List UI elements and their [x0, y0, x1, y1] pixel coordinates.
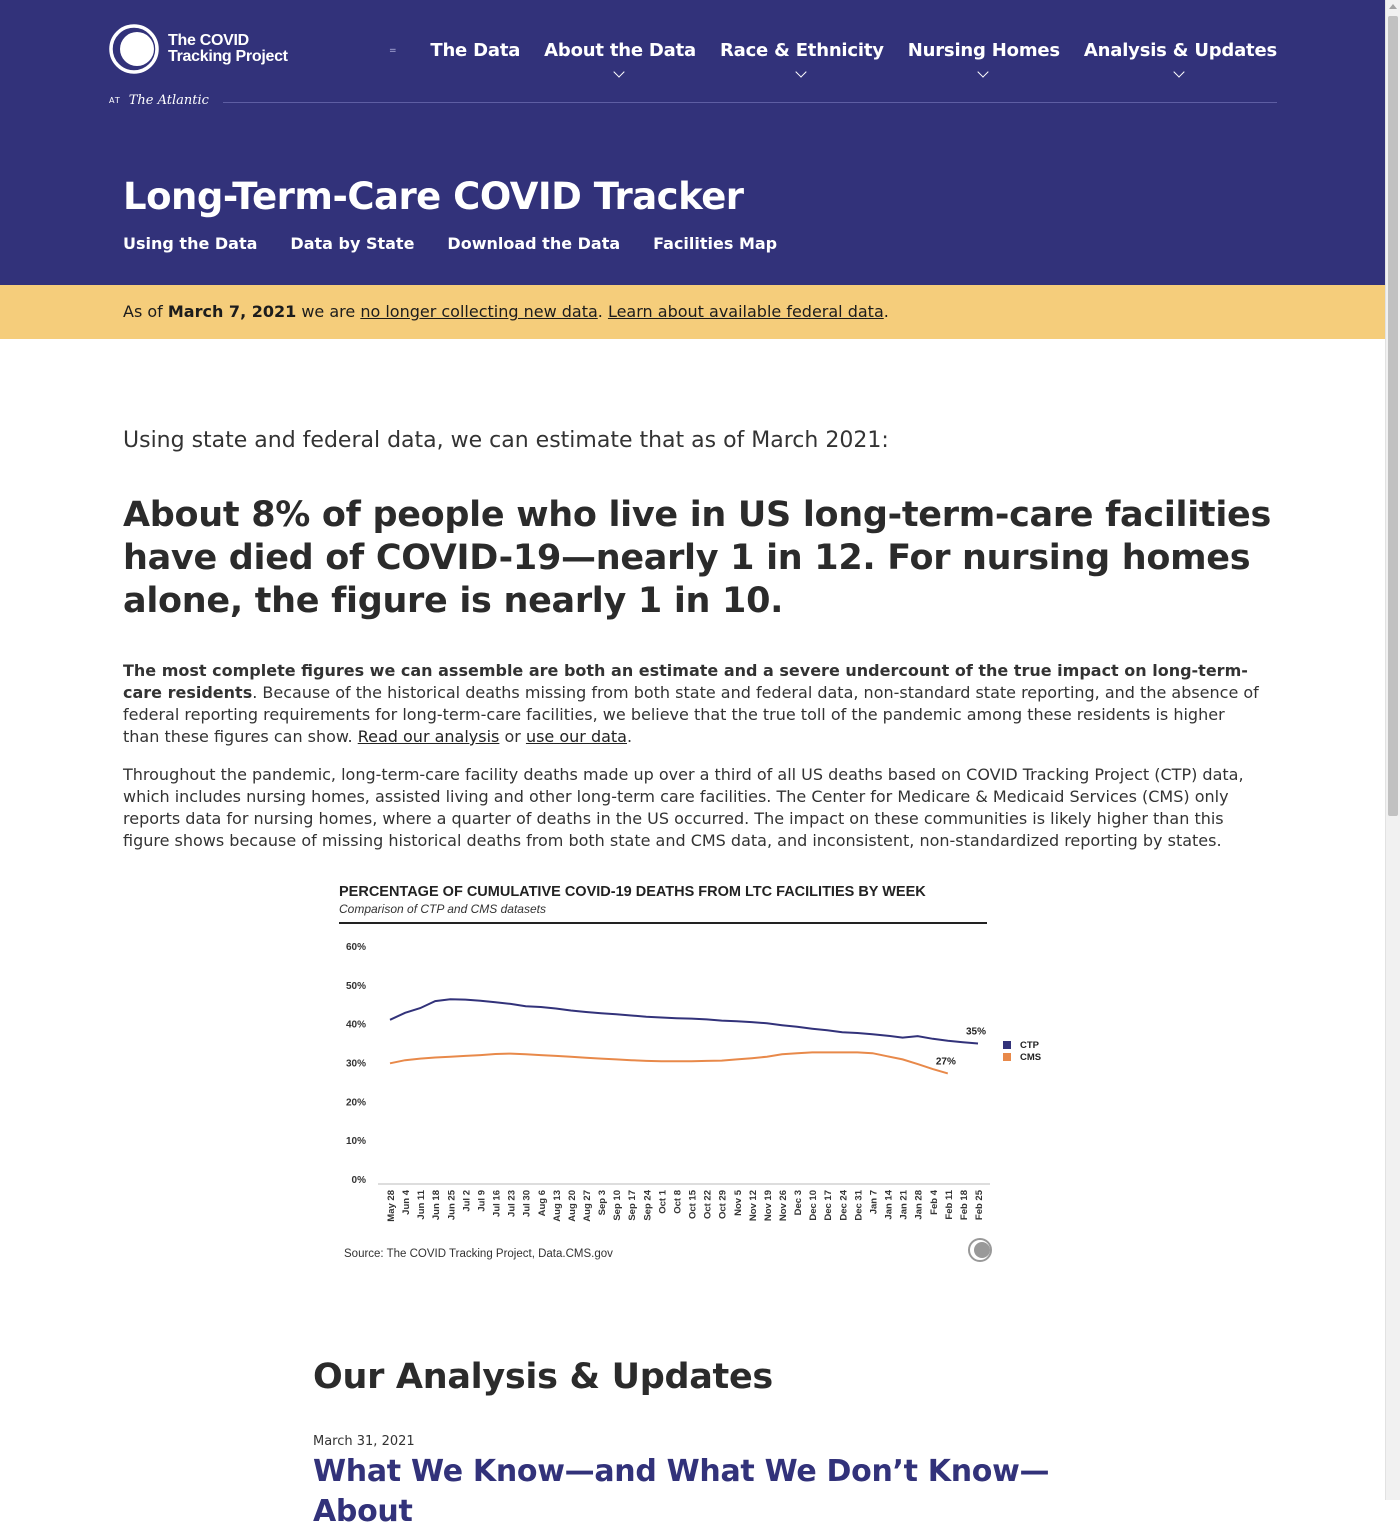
- x-tick-label: Sep 24: [642, 1190, 654, 1221]
- ctp-logo-icon: [109, 24, 159, 74]
- x-tick-label: Oct 29: [717, 1190, 729, 1220]
- x-tick-label: Jul 2: [461, 1190, 473, 1212]
- x-tick-label: Dec 17: [823, 1190, 835, 1221]
- chevron-down-icon[interactable]: [977, 66, 988, 77]
- y-tick-label: 0%: [351, 1175, 366, 1186]
- period-text: .: [626, 727, 633, 746]
- nav-label: Race & Ethnicity: [719, 40, 884, 61]
- x-tick-label: Oct 1: [657, 1190, 669, 1214]
- y-tick-label: 40%: [345, 1019, 366, 1031]
- x-tick-label: Dec 3: [793, 1190, 805, 1216]
- x-tick-label: Aug 27: [582, 1190, 593, 1222]
- nav-label: Analysis & Updates: [1083, 40, 1277, 61]
- x-tick-label: Feb 25: [974, 1190, 985, 1221]
- header-divider: [223, 102, 1277, 103]
- x-tick-label: Aug 20: [566, 1190, 578, 1222]
- ltc-deaths-chart: [330, 876, 1060, 1271]
- tracker-subnav: [123, 234, 810, 253]
- use-data-link[interactable]: use our data: [525, 727, 627, 746]
- x-tick-label: Feb 18: [958, 1190, 970, 1221]
- chart-title: PERCENTAGE OF CUMULATIVE COVID-19 DEATHS FROM LTC FACILITIES BY WEEK: [339, 884, 926, 900]
- methodology-text: . Because of the historical deaths missing from both state and federal data, non-standard state reporting, and the absence of federal reporting requirements for long-term-care facilities, we believe that the true toll of the pandemic among these residents is higher than these figures can show.: [123, 683, 1259, 746]
- banner-prefix: As of: [123, 302, 168, 321]
- subnav-facilities-map[interactable]: Facilities Map: [653, 234, 778, 253]
- post-title-link[interactable]: What We Know—and What We Don’t Know—About: [313, 1454, 1050, 1529]
- legend-label-cms: CMS: [1020, 1052, 1042, 1063]
- x-tick-label: Dec 24: [838, 1190, 850, 1221]
- banner-sep: .: [597, 302, 608, 321]
- banner-middle: we are: [296, 302, 361, 321]
- x-tick-label: Jan 14: [883, 1190, 895, 1220]
- banner-date: March 7, 2021: [167, 302, 297, 321]
- federal-data-link[interactable]: Learn about available federal data: [607, 302, 884, 321]
- x-tick-label: Feb 4: [928, 1190, 940, 1215]
- page-scrollbar[interactable]: [1385, 0, 1400, 1500]
- site-logo[interactable]: [109, 24, 288, 74]
- legend-swatch-ctp: [1003, 1041, 1011, 1049]
- x-tick-label: Jul 16: [491, 1190, 503, 1217]
- x-tick-label: Jul 9: [476, 1190, 488, 1212]
- x-tick-label: Jan 7: [868, 1190, 880, 1215]
- nav-label: About the Data: [544, 40, 696, 61]
- logo-text: [168, 33, 288, 65]
- y-tick-label: 30%: [345, 1058, 366, 1070]
- methodology-paragraph: [123, 660, 1263, 748]
- end-label-ctp: 35%: [965, 1026, 987, 1038]
- atlantic-logo-text: The Atlantic: [128, 93, 209, 108]
- menu-icon[interactable]: =: [389, 46, 397, 56]
- nav-item-race-ethnicity[interactable]: [720, 40, 884, 61]
- y-tick-label: 50%: [345, 980, 366, 992]
- main-nav: [406, 40, 1277, 61]
- x-tick-label: Sep 10: [612, 1190, 624, 1221]
- chevron-down-icon[interactable]: [1174, 66, 1185, 77]
- y-tick-label: 10%: [345, 1136, 366, 1148]
- no-longer-collecting-link[interactable]: no longer collecting new data: [360, 302, 598, 321]
- context-paragraph: Throughout the pandemic, long-term-care facility deaths made up over a third of all US deaths based on COVID Tracking Project (CTP) data, which includes nursing homes, assisted living and other long-term care facilities. The Center for Medicare & Medicaid Services (CMS) only reports data for nursing homes, where a quarter of deaths in the US occurred. The impact on these communities is likely higher than this figure shows because of missing historical deaths from both state and CMS data, and inconsistent, non-standardized reporting by states.: [123, 765, 1244, 850]
- chart-source: Source: The COVID Tracking Project, Data.CMS.gov: [344, 1248, 613, 1260]
- x-tick-label: Oct 8: [672, 1190, 684, 1214]
- intro-text: Using state and federal data, we can estimate that as of March 2021:: [123, 428, 889, 453]
- scroll-up-arrow-icon[interactable]: [1389, 4, 1397, 9]
- x-tick-label: Aug 13: [551, 1190, 563, 1222]
- x-tick-label: Dec 31: [853, 1190, 865, 1221]
- x-tick-label: May 28: [386, 1190, 397, 1222]
- nav-item-nursing-homes[interactable]: [908, 40, 1060, 61]
- legend-swatch-cms: [1003, 1053, 1011, 1061]
- page-title: Long-Term-Care COVID Tracker: [123, 175, 744, 218]
- subnav-download-the-data[interactable]: Download the Data: [447, 234, 621, 253]
- chevron-down-icon[interactable]: [795, 66, 806, 77]
- series-line-cms: [390, 1052, 948, 1073]
- logo-line-2: Tracking Project: [168, 48, 288, 65]
- site-header: [0, 0, 1385, 285]
- notice-banner: [0, 285, 1385, 339]
- x-tick-label: Oct 15: [687, 1190, 699, 1220]
- subnav-using-the-data[interactable]: Using the Data: [123, 234, 258, 253]
- nav-label: The Data: [430, 40, 521, 61]
- read-analysis-link[interactable]: Read our analysis: [357, 727, 500, 746]
- nav-label: Nursing Homes: [907, 40, 1060, 61]
- nav-item-the-data[interactable]: [430, 40, 520, 61]
- x-tick-label: Nov 5: [732, 1190, 744, 1216]
- chart-svg: [330, 876, 1060, 1271]
- x-tick-label: Jan 28: [913, 1190, 925, 1220]
- x-tick-label: Nov 26: [778, 1190, 789, 1222]
- x-tick-label: Jun 25: [446, 1190, 458, 1221]
- or-text: or: [499, 727, 526, 746]
- x-tick-label: Sep 17: [627, 1190, 639, 1221]
- analysis-section-title: Our Analysis & Updates: [313, 1357, 773, 1397]
- x-tick-label: Jul 23: [506, 1190, 518, 1217]
- x-tick-label: Jan 21: [898, 1190, 910, 1220]
- nav-item-analysis-updates[interactable]: [1084, 40, 1277, 61]
- x-tick-label: Jun 4: [401, 1190, 413, 1215]
- nav-item-about-the-data[interactable]: [544, 40, 696, 61]
- chevron-down-icon[interactable]: [613, 66, 624, 77]
- key-finding-headline: About 8% of people who live in US long-term-care facilities have died of COVID-19—nearly 1 in 12. For nursing homes alone, the figure is nearly 1 in 10.: [123, 495, 1272, 621]
- y-tick-label: 20%: [345, 1097, 366, 1109]
- chart-logo-icon-fill: [974, 1242, 990, 1258]
- x-tick-label: Jun 18: [431, 1190, 443, 1221]
- methodology-bold: The most complete figures we can assemble are both an estimate and a severe undercount of the true impact on long-term-care residents: [123, 661, 1248, 702]
- x-tick-label: Dec 10: [808, 1190, 820, 1221]
- y-tick-label: 60%: [345, 942, 366, 953]
- banner-suffix: .: [883, 302, 889, 321]
- subnav-data-by-state[interactable]: Data by State: [290, 234, 415, 253]
- at-label: AT: [109, 96, 121, 105]
- legend-label-ctp: CTP: [1020, 1040, 1039, 1051]
- end-label-cms: 27%: [935, 1056, 956, 1068]
- x-tick-label: Sep 3: [597, 1190, 609, 1216]
- x-tick-label: Nov 19: [762, 1190, 774, 1222]
- x-tick-label: Jun 11: [416, 1190, 428, 1220]
- x-tick-label: Nov 12: [747, 1190, 759, 1222]
- x-tick-label: Oct 22: [702, 1190, 714, 1220]
- x-tick-label: Feb 11: [943, 1190, 955, 1220]
- atlantic-credit[interactable]: [109, 93, 209, 108]
- logo-line-1: The COVID: [168, 32, 249, 49]
- x-tick-label: Aug 6: [536, 1190, 548, 1217]
- post-date: March 31, 2021: [313, 1434, 415, 1449]
- scrollbar-thumb[interactable]: [1388, 16, 1398, 816]
- x-tick-label: Jul 30: [521, 1190, 533, 1217]
- series-line-ctp: [390, 999, 978, 1043]
- chart-subtitle: Comparison of CTP and CMS datasets: [339, 902, 546, 916]
